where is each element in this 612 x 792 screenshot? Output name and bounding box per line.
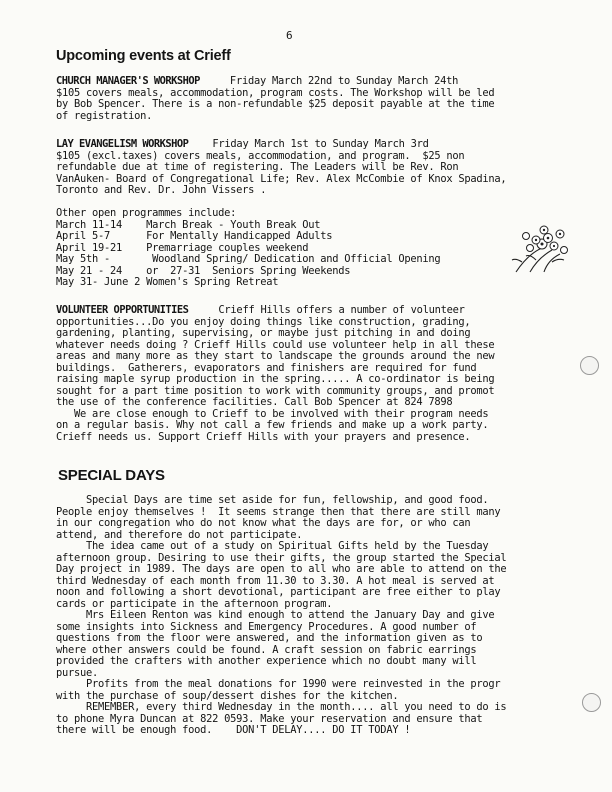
text-line: third Wednesday of each month from 11.30 to 3.30. A hot meal is served at	[56, 574, 495, 587]
text-line: The idea came out of a study on Spiritual Gifts held by the Tuesday	[56, 540, 489, 552]
text-line: Special Days are time set aside for fun, fellowship, and good food.	[56, 494, 489, 506]
text-line: of registration.	[56, 109, 153, 122]
text-line: pursue.	[56, 666, 99, 679]
text-line: Friday March 22nd to Sunday March 24th	[199, 75, 459, 87]
programme-event: For Mentally Handicapped Adults	[146, 230, 333, 242]
text-line: in our congregation who do not know what the days are for, or who can	[56, 517, 471, 529]
text-line: whatever needs doing ? Crieff Hills could use volunteer help in all these	[56, 338, 495, 351]
text-line: provided the crafters with another experience which no doubt many will	[56, 655, 477, 667]
text-line: Crieff needs us. Support Crieff Hills with your prayers and presence.	[56, 430, 471, 443]
text-line: Day project in 1989. The days are open to all who are able to attend on the	[56, 563, 507, 575]
text-line: raising maple syrup production in the spring..... A co-ordinator is being	[56, 373, 495, 385]
text-line: areas and many more as they start to landscape the grounds around the new	[56, 350, 495, 362]
text-line: the use of the conference facilities. Call Bob Spencer at 824 7898	[56, 396, 453, 408]
programme-event: Premarriage couples weekend	[146, 241, 309, 254]
text-line: questions from the floor were answered, and the information given as to	[56, 632, 483, 644]
page-number: 6	[286, 29, 293, 42]
text-line: $105 (excl.taxes) covers meals, accommodation, and program. $25 non	[56, 149, 465, 162]
text-line: by Bob Spencer. There is a non-refundable $25 deposit payable at the time	[56, 98, 495, 110]
text-line: $105 covers meals, accommodation, program costs. The Workshop will be led	[56, 86, 495, 99]
flower-clipart-icon	[508, 214, 572, 276]
text-line: cards or participate in the afternoon program.	[56, 597, 333, 610]
programme-event: Women's Spring Retreat	[146, 276, 279, 288]
text-line: on a regular basis. Why not call a few friends and make up a work party.	[56, 419, 489, 431]
text-line: some insights into Sickness and Emergency Procedures. A good number of	[56, 620, 477, 633]
text-line: afternoon group. Desiring to use their gifts, the group started the Special	[56, 551, 507, 564]
special-days-section	[56, 495, 506, 737]
text-line: VanAuken- Board of Congregational Life; Rev. Alex McCombie of Knox Spadina,	[56, 172, 507, 185]
programme-date: May 5th -	[56, 253, 111, 265]
text-line: opportunities...Do you enjoy doing things like construction, grading,	[56, 315, 471, 328]
punch-hole	[582, 693, 601, 712]
text-line: there will be enough food. DON'T DELAY.... DO IT TODAY !	[56, 724, 411, 736]
church-manager-title: CHURCH MANAGER'S WORKSHOP	[56, 75, 200, 87]
programme-date: April 5-7	[56, 230, 111, 242]
text-line: Crieff Hills offers a number of volunteer	[188, 304, 465, 316]
text-line: buildings. Gatherers, evaporators and finishers are required for fund	[56, 361, 477, 374]
punch-hole	[580, 356, 599, 375]
text-line: refundable due at time of registering. The Leaders will be Rev. Ron	[56, 161, 459, 173]
programme-date: May 31- June 2	[56, 276, 141, 288]
text-line: REMEMBER, every third Wednesday in the month.... all you need to do is	[56, 701, 507, 713]
church-manager-section	[56, 76, 494, 122]
programmes-list	[56, 208, 440, 289]
text-line: to phone Myra Duncan at 822 0593. Make your reservation and ensure that	[56, 712, 483, 725]
programme-date: March 11-14	[56, 218, 123, 231]
programme-event: or 27-31 Seniors Spring Weekends	[146, 264, 351, 277]
programme-event: Woodland Spring/ Dedication and Official Opening	[152, 253, 441, 265]
text-line: Friday March 1st to Sunday March 3rd	[188, 138, 429, 150]
text-line: sought for a part time position to work with community groups, and promot	[56, 384, 495, 397]
programme-event: March Break - Youth Break Out	[146, 218, 321, 231]
text-line: We are close enough to Crieff to be involved with their program needs	[56, 407, 489, 420]
programme-date: April 19-21	[56, 241, 123, 254]
text-line: attend, and therefore do not participate.	[56, 528, 303, 541]
programmes-intro: Other open programmes include:	[56, 207, 237, 219]
text-line: Profits from the meal donations for 1990 were reinvested in the progr	[56, 678, 501, 690]
text-line: Toronto and Rev. Dr. John Vissers .	[56, 184, 267, 196]
upcoming-events-heading: Upcoming events at Crieff	[56, 48, 231, 64]
text-line: with the purchase of soup/dessert dishes for the kitchen.	[56, 689, 399, 702]
text-line: noon and following a short devotional, participant are free either to play	[56, 586, 501, 598]
text-line: gardening, planting, supervising, or maybe just pitching in and doing	[56, 327, 471, 339]
text-line: Mrs Eileen Renton was kind enough to attend the January Day and give	[56, 609, 495, 621]
lay-evangelism-section	[56, 139, 506, 197]
special-days-heading: SPECIAL DAYS	[58, 467, 165, 484]
lay-evangelism-title: LAY EVANGELISM WORKSHOP	[56, 138, 189, 150]
volunteer-title: VOLUNTEER OPPORTUNITIES	[56, 304, 189, 316]
text-line: where other answers could be found. A craft session on fabric earrings	[56, 643, 477, 656]
programme-date: May 21 - 24	[56, 264, 123, 277]
volunteer-section	[56, 305, 494, 443]
text-line: People enjoy themselves ! It seems strange then that there are still many	[56, 505, 501, 518]
